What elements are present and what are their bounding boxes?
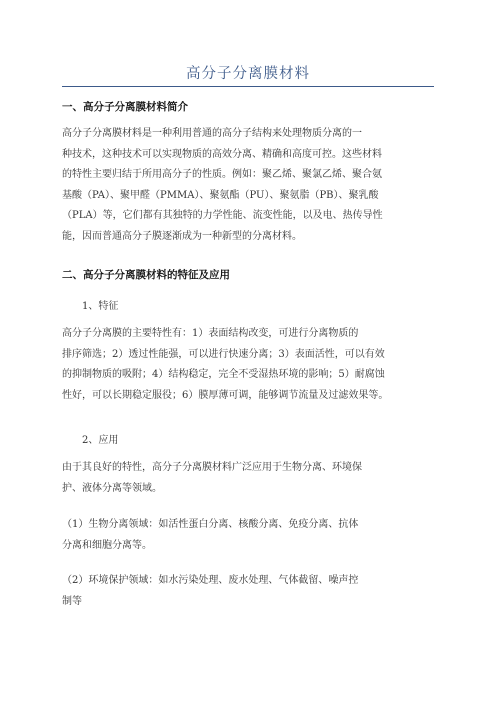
section-1-paragraph: 高分子分离膜材料是一种利用普通的高分子结构来处理物质分离的一 种技术，这种技术可以实现物质的高效分离、精确和高度可控。这些材料 的特性主要归结于所用高分子的性质。例如：聚乙烯、聚氯乙烯、聚合氨 基酸（PA）、聚甲醛（PMMA）、聚氨酯（PU）、聚氨脂（PB）、聚乳酸 （PLA）等，它们都有其独特的力学性能、流变性能，以及电、热传导性 能，因而普通高分子膜逐渐成为一种新型的分离材料。 [62,128,383,242]
section-1-heading: 一、高分子分离膜材料简介 [62,101,188,113]
title-underline [62,86,434,87]
features-label: 1、特征 [82,301,119,312]
applications-paragraph: 由于其良好的特性，高分子分离膜材料广泛应用于生物分离、环境保 护、液体分离等领域。 [62,462,362,494]
section-2-heading: 二、高分子分离膜材料的特征及应用 [62,269,230,281]
application-item-biological: （1）生物分离领域：如活性蛋白分离、核酸分离、免疫分离、抗体 分离和细胞分离等。 [62,519,359,551]
applications-label: 2、应用 [82,435,119,446]
application-item-environmental: （2）环境保护领域：如水污染处理、废水处理、气体截留、噪声控 制等 [62,575,359,607]
features-paragraph: 高分子分离膜的主要特性有：1）表面结构改变，可进行分离物质的 排序筛选；2）透过性能强，可以进行快速分离；3）表面活性，可以有效 的抑制物质的吸附；4）结构稳定，完全不受湿热环境的影响；5）耐腐蚀 性好，可以长期稳定服役；6）膜厚薄可调，能够调节流量及过滤效果等。 [62,328,389,401]
document-title: 高分子分离膜材料 [186,66,310,82]
